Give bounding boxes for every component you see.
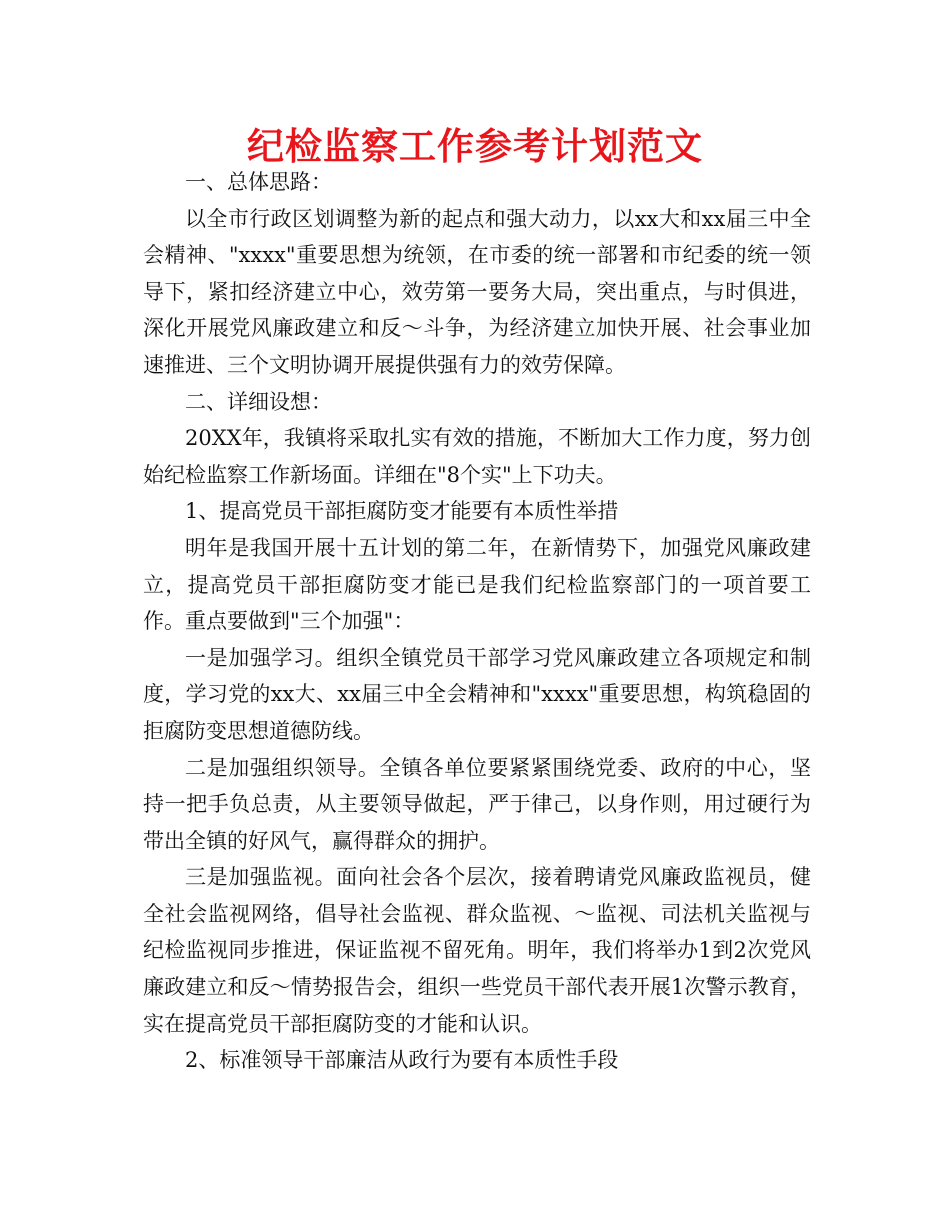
paragraph: 三是加强监视。面向社会各个层次，接着聘请党风廉政监视员，健全社会监视网络，倡导社会监视、群众监视、～监视、司法机关监视与纪检监视同步推进，保证监视不留死角。明年，我们将举办1到2次党风廉政建立和反～情势报告会，组织一些党员干部代表开展1次警示教育，实在提高党员干部拒腐防变的才能和认识。 bbox=[143, 865, 811, 1036]
document-title: 纪检监察工作参考计划范文 bbox=[247, 125, 703, 168]
paragraph: 明年是我国开展十五计划的第二年，在新情势下，加强党风廉政建立，提高党员干部拒腐防变才能已是我们纪检监察部门的一项首要工作。重点要做到"三个加强"： bbox=[143, 535, 811, 634]
section-heading-detailed-plan: 二、详细设想： bbox=[185, 389, 332, 414]
section-heading-overall-approach: 一、总体思路： bbox=[185, 170, 332, 194]
paragraph: 一是加强学习。组织全镇党员干部学习党风廉政建立各项规定和制度，学习党的xx大、xx届三中全会精神和"xxxx"重要思想，构筑稳固的拒腐防变思想道德防线。 bbox=[143, 645, 811, 743]
subsection-heading: 2、标准领导干部廉洁从政行为要有本质性手段 bbox=[185, 1048, 619, 1073]
subsection-heading: 1、提高党员干部拒腐防变才能要有本质性举措 bbox=[185, 499, 619, 524]
paragraph: 20XX年，我镇将采取扎实有效的措施，不断加大工作力度，努力创始纪检监察工作新场面。详细在"8个实"上下功夫。 bbox=[143, 426, 811, 487]
document-body bbox=[143, 164, 811, 1079]
paragraph: 二是加强组织领导。全镇各单位要紧紧围绕党委、政府的中心，坚持一把手负总责，从主要领导做起，严于律己，以身作则，用过硬行为带出全镇的好风气，赢得群众的拥护。 bbox=[143, 755, 811, 853]
paragraph: 以全市行政区划调整为新的起点和强大动力，以xx大和xx届三中全会精神、"xxxx"重要思想为统领，在市委的统一部署和市纪委的统一领导下，紧扣经济建立中心，效劳第一要务大局，突出重点，与时俱进，深化开展党风廉政建立和反～斗争，为经济建立加快开展、社会事业加速推进、三个文明协调开展提供强有力的效劳保障。 bbox=[143, 206, 811, 377]
